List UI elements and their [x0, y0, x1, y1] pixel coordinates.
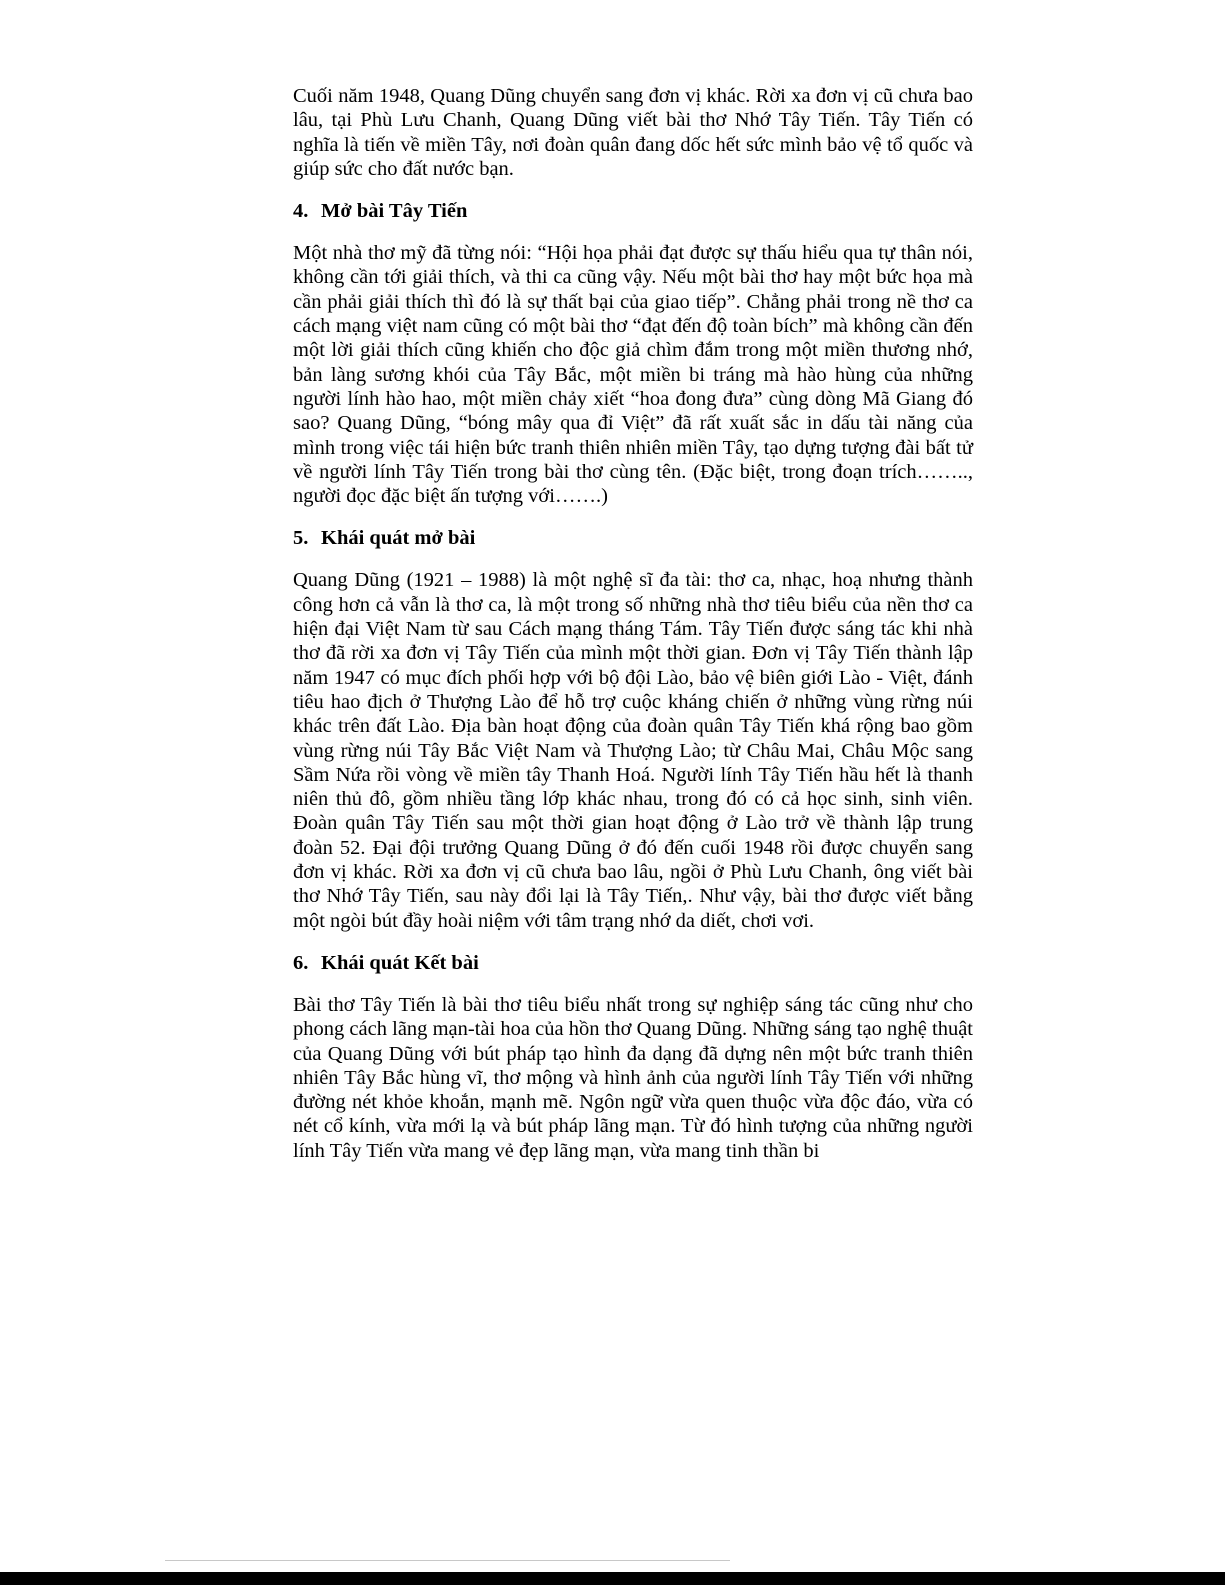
section-heading-4: [293, 199, 973, 223]
section-body-5: Quang Dũng (1921 – 1988) là một nghệ sĩ đa tài: thơ ca, nhạc, hoạ nhưng thành công hơn cả vẫn là thơ ca, là một trong số những nhà thơ tiêu biểu của nền thơ ca hiện đại Việt Nam từ sau Cách mạng tháng Tám. Tây Tiến được sáng tác khi nhà thơ đã rời xa đơn vị Tây Tiến của mình một thời gian. Đơn vị Tây Tiến thành lập năm 1947 có mục đích phối hợp với bộ đội Lào, bảo vệ biên giới Lào - Việt, đánh tiêu hao địch ở Thượng Lào để hỗ trợ cuộc kháng chiến ở những vùng rừng núi khác trên đất Lào. Địa bàn hoạt động của đoàn quân Tây Tiến khá rộng bao gồm vùng rừng núi Tây Bắc Việt Nam và Thượng Lào; từ Châu Mai, Châu Mộc sang Sầm Nứa rồi vòng về miền tây Thanh Hoá. Người lính Tây Tiến hầu hết là thanh niên thủ đô, gồm nhiều tầng lớp khác nhau, trong đó có cả học sinh, sinh viên. Đoàn quân Tây Tiến sau một thời gian hoạt động ở Lào trở về thành lập trung đoàn 52. Đại đội trưởng Quang Dũng ở đó đến cuối 1948 rồi được chuyển sang đơn vị khác. Rời xa đơn vị cũ chưa bao lâu, ngồi ở Phù Lưu Chanh, ông viết bài thơ Nhớ Tây Tiến, sau này đổi lại là Tây Tiến,. Như vậy, bài thơ được viết bằng một ngòi bút đầy hoài niệm với tâm trạng nhớ da diết, chơi vơi.: [293, 569, 973, 932]
section-heading-6: [293, 951, 973, 975]
section-body-4: Một nhà thơ mỹ đã từng nói: “Hội họa phải đạt được sự thấu hiểu qua tự thân nói, không cần tới giải thích, và thi ca cũng vậy. Nếu một bài thơ hay một bức họa mà cần phải giải thích thì đó là sự thất bại của giao tiếp”. Chẳng phải trong nề thơ ca cách mạng việt nam cũng có một bài thơ “đạt đến độ toàn bích” mà không cần đến một lời giải thích cũng khiến cho độc giả chìm đắm trong một miền thương nhớ, bản làng sương khói của Tây Bắc, một miền bi tráng mà hào hùng của những người lính hào hao, một miền chảy xiết “hoa đong đưa” cùng dòng Mã Giang đó sao? Quang Dũng, “bóng mây qua đỉ Việt” đã rất xuất sắc in dấu tài năng của mình trong việc tái hiện bức tranh thiên nhiên miền Tây, tạo dựng tượng đài bất tử về người lính Tây Tiến trong bài thơ cùng tên. (Đặc biệt, trong đoạn trích…….., người đọc đặc biệt ấn tượng với…….): [293, 242, 973, 508]
section-number: 4.: [293, 200, 309, 223]
section-title: Khái quát mở bài: [321, 527, 476, 550]
section-number: 5.: [293, 527, 309, 550]
intro-paragraph: Cuối năm 1948, Quang Dũng chuyển sang đơn vị khác. Rời xa đơn vị cũ chưa bao lâu, tại Phù Lưu Chanh, Quang Dũng viết bài thơ Nhớ Tây Tiến. Tây Tiến có nghĩa là tiến về miền Tây, nơi đoàn quân đang dốc hết sức mình bảo vệ tổ quốc và giúp sức cho đất nước bạn.: [293, 85, 973, 180]
section-title: Khái quát Kết bài: [321, 951, 479, 974]
section-number: 6.: [293, 951, 309, 974]
section-body-6: Bài thơ Tây Tiến là bài thơ tiêu biểu nhất trong sự nghiệp sáng tác cũng như cho phong cách lãng mạn-tài hoa của hồn thơ Quang Dũng. Những sáng tạo nghệ thuật của Quang Dũng với bút pháp tạo hình đa dạng đã dựng nên một bức tranh thiên nhiên Tây Bắc hùng vĩ, thơ mộng và hình ảnh của người lính Tây Tiến với những đường nét khỏe khoắn, mạnh mẽ. Ngôn ngữ vừa quen thuộc vừa độc đáo, vừa có nét cổ kính, vừa mới lạ và bút pháp lãng mạn. Từ đó hình tượng của những người lính Tây Tiến vừa mang vẻ đẹp lãng mạn, vừa mang tinh thần bi: [293, 993, 973, 1162]
footnote-divider: [165, 1560, 730, 1561]
section-heading-5: [293, 526, 973, 550]
page-bottom-edge: [0, 1572, 1225, 1585]
section-title: Mở bài Tây Tiến: [321, 200, 468, 223]
document-content: [293, 84, 973, 1181]
